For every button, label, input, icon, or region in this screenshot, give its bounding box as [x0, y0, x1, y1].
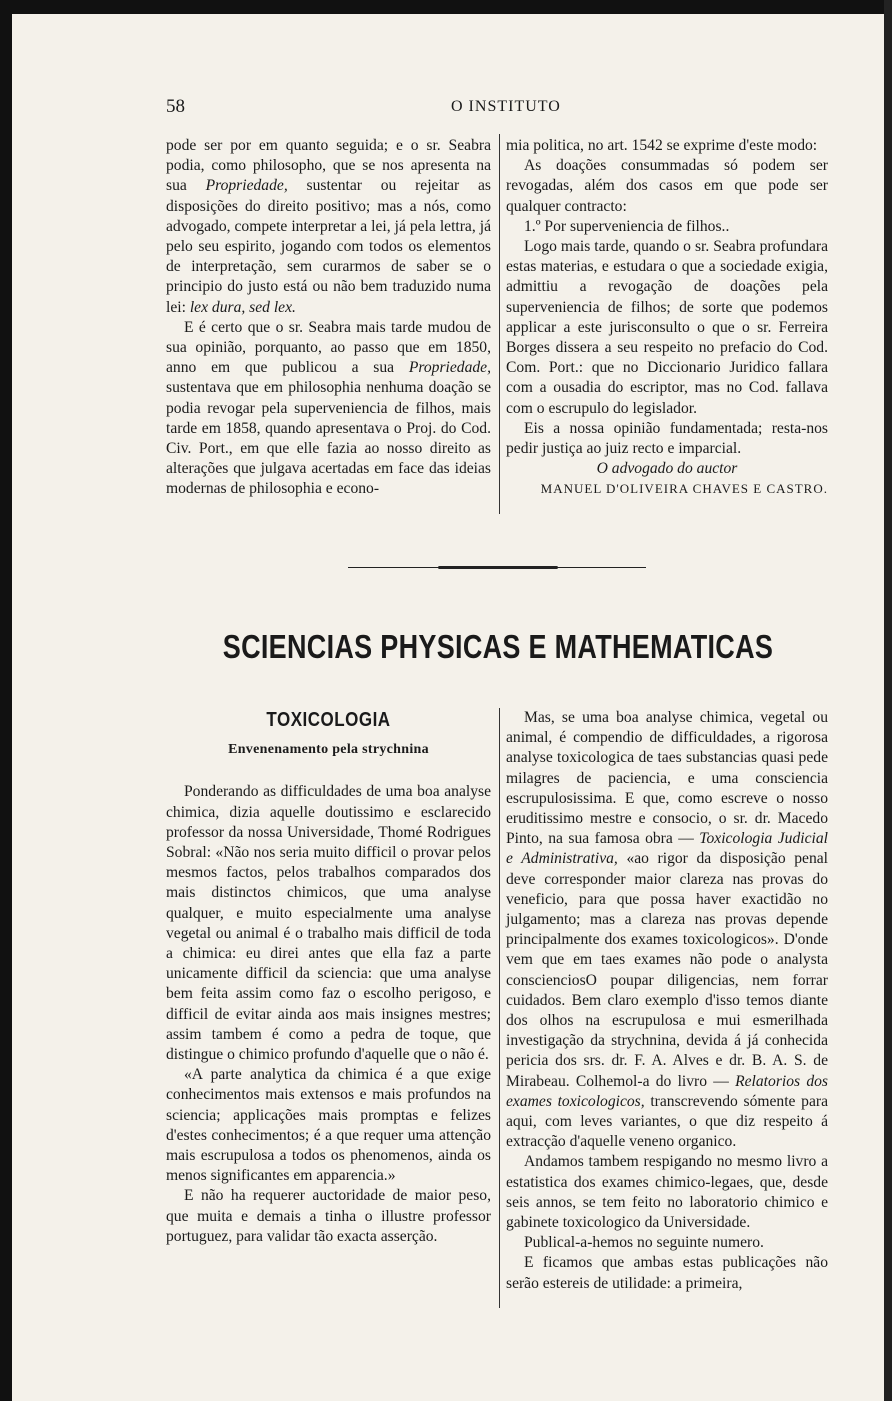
- top-left-column: [166, 136, 491, 500]
- paragraph: pode ser por em quanto seguida; e o sr. Seabra podia, como philosopho, que se nos apresenta na sua Propriedade, sustentar ou rejeitar as disposições do direito positivo; mas a nós, como advogado, compete interpretar a lei, já pela lettra, já pelo seu espirito, jogando com todos os elementos de interpretação, sem curarmos de saber se o principio do justo está ou não bem traduzido numa lei: lex dura, sed lex.: [166, 137, 492, 316]
- paragraph: mia politica, no art. 1542 se exprime d'este modo:: [506, 137, 818, 154]
- paragraph: E é certo que o sr. Seabra mais tarde mudou de sua opinião, porquanto, ao passo que em 1850, anno em que publicou a sua Propriedade, sustentava que em philosophia nenhuma doação se podia revogar pela superveniencia de filhos, mais tarde em 1858, quando apresentava o Proj. do Cod. Civ. Port., em que elle fazia ao nosso direito as alterações que julgava acertadas em face das ideias modernas de philosophia e econo-: [166, 318, 491, 498]
- column-divider-top: [499, 134, 500, 514]
- paragraph: E ficamos que ambas estas publicações não serão estereis de utilidade: a primeira,: [506, 1254, 828, 1292]
- paragraph: E não ha requerer auctoridade de maior peso, que muita e demais a tinha o illustre professor portuguez, para validar tão exacta asserção.: [166, 1187, 491, 1245]
- paragraph: 1.º Por superveniencia de filhos..: [524, 217, 730, 235]
- paragraph: Publical-a-hemos no seguinte numero.: [524, 1234, 764, 1252]
- column-divider-bottom: [499, 708, 500, 1308]
- scan-border-left: [0, 0, 12, 1401]
- bottom-right-column: [506, 708, 828, 1294]
- paragraph: Ponderando as difficuldades de uma boa analyse chimica, dizia aquelle doutissimo e esclarecido professor da nossa Universidade, Thomé Rodrigues Sobral: «Não nos seria muito difficil o provar pelos mesmos factos, pelos trabalhos comparados dos mais distinctos chimicos, que uma analyse qualquer, e muito especialmente uma analyse vegetal ou animal é o trabalho mais difficil de toda a chimica: eu direi antes que ella faz a parte unicamente difficil da sciencia: que uma analyse bem feita assim como faz o escolho perigoso, e difficil de evitar ainda aos mais insignes mestres; assim tambem é como a pedra de toque, que distingue o chimico profundo d'aquelle que o não é.: [166, 783, 491, 1064]
- paragraph: Eis a nossa opinião fundamentada; resta-nos pedir justiça ao juiz recto e imparcial.: [506, 419, 828, 458]
- paragraph: Logo mais tarde, quando o sr. Seabra profundara estas materias, e estudara o que a sociedade exigia, admittiu a revogação de doações pela superveniencia de filhos; de sorte que podemos applicar a este jurisconsulto o que o sr. Ferreira Borges dissera a seu respeito no prefacio do Cod. Com. Port.: que no Diccionario Juridico fallara com a ousadia do escriptor, mas no Cod. fallava com o escrupulo do legislador.: [506, 238, 828, 417]
- paragraph: As doações consummadas só podem ser revogadas, além dos casos em que pode ser qualquer contracto:: [506, 157, 828, 215]
- bottom-left-column: [166, 708, 491, 1247]
- divider-swell: [438, 566, 558, 569]
- section-divider: [348, 566, 646, 570]
- scan-border-top: [0, 0, 892, 14]
- author-line: O advogado do auctor: [596, 460, 738, 478]
- subsection-title: TOXICOLOGIA: [266, 707, 391, 731]
- running-head: [166, 96, 830, 122]
- scan-border-right: [884, 0, 892, 1401]
- paragraph: Andamos tambem respigando no mesmo livro a estatistica dos exames chimico-legaes, que, desde seis annos, se tem feito no laboratorio chimico e gabinete toxicologico da Universidade.: [506, 1153, 828, 1232]
- section-title: SCIENCIAS PHYSICAS E MATHEMATICAS: [222, 628, 774, 666]
- article-heading: Envenenamento pela strychnina: [228, 742, 429, 758]
- journal-title: O INSTITUTO: [451, 98, 561, 115]
- paragraph: «A parte analytica da chimica é a que exige conhecimentos mais extensos e mais profundos na sciencia; applicações mais promptas e felizes d'estes conhecimentos; é a que requer uma attenção mais escrupulosa a todos os phenomenos, ainda os menos significantes em apparencia.»: [166, 1066, 491, 1185]
- paragraph: Mas, se uma boa analyse chimica, vegetal ou animal, é compendio de difficuldades, a rigorosa analyse toxicologica de taes substancias quasi pede milagres de paciencia, e uma consciencia escrupulosissima. E que, como escreve o nosso eruditissimo mestre e consocio, o sr. dr. Macedo Pinto, na sua famosa obra — Toxicologia Judicial e Administrativa, «ao rigor da disposição penal deve corresponder maior clareza nas provas do veneficio, para que possa haver exactidão no julgamento; mas a clareza nas provas depende principalmente dos exames toxicologicos». D'onde vem que em taes exames não pode o analysta conscienciosO poupar diligencias, nem forrar cuidados. Bem claro exemplo d'isso temos diante dos olhos na escrupulosa e mui esmerilhada investigação da strychnina, devida á já conhecida pericia dos srs. dr. F. A. Alves e dr. B. A. S. de Mirabeau. Colhemol-a do livro — Relatorios dos exames toxicologicos, transcrevendo sómente para aqui, com leves variantes, o que diz respeito á extracção d'aquelle veneno organico.: [506, 709, 828, 1151]
- top-right-column: [506, 136, 828, 500]
- page-number: 58: [166, 96, 185, 117]
- author-signature: MANUEL D'OLIVEIRA CHAVES E CASTRO.: [540, 481, 828, 497]
